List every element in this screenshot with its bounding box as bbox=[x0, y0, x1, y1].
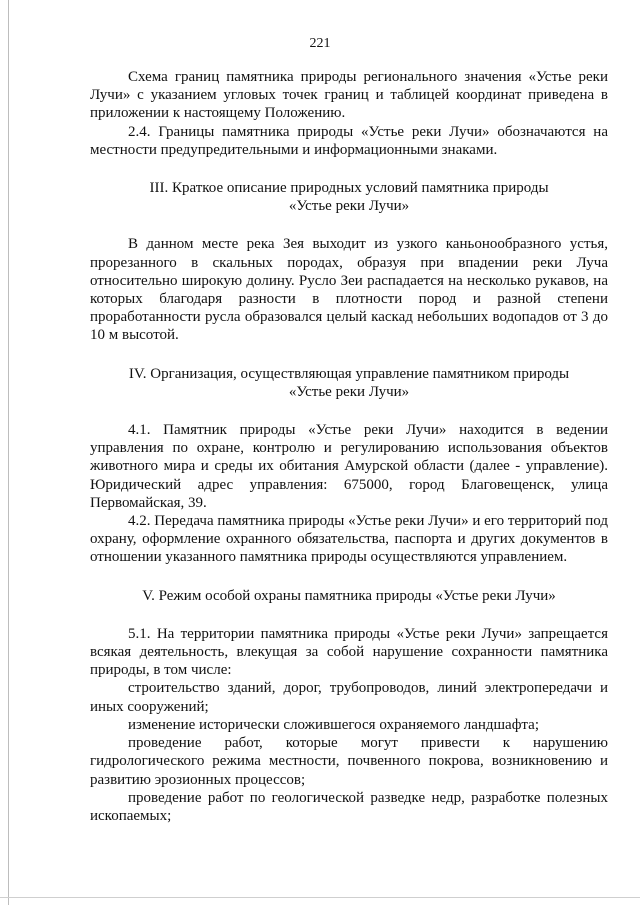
page-number: 221 bbox=[309, 36, 331, 51]
section-4-heading-line1: IV. Организация, осуществляющая управление памятником природы bbox=[128, 365, 570, 382]
paragraph-5-1: 5.1. На территории памятника природы «Устье реки Лучи» запрещается всякая деятельность, влекущая за собой нарушение сохранности памятника природы, в том числе: bbox=[90, 625, 608, 679]
list-item-landscape: изменение исторически сложившегося охраняемого ландшафта; bbox=[128, 716, 539, 733]
paragraph-4-2: 4.2. Передача памятника природы «Устье реки Лучи» и его территорий под охрану, оформление охранного обязательства, паспорта и других документов в отношении указанного памятника природы осуществляются управлением. bbox=[90, 513, 608, 566]
list-item-construction: строительство зданий, дорог, трубопроводов, линий электропередачи и иных сооружений; bbox=[90, 680, 608, 715]
paragraph-description: В данном месте река Зея выходит из узкого каньонообразного устья, прорезанного в скальных породах, образуя при впадении реки Луча относительно широкую долину. Русло Зеи распадается на несколько рукавов, на которых благодаря разности в плотности пород и разной степени проработанности русла образовался целый каскад небольших водопадов от 3 до 10 м высотой. bbox=[90, 236, 608, 344]
section-3-heading-line1: III. Краткое описание природных условий памятника природы bbox=[149, 180, 549, 197]
section-3-heading-line2: «Устье реки Лучи» bbox=[288, 198, 410, 215]
paragraph-4-1: 4.1. Памятник природы «Устье реки Лучи» находится в ведении управления по охране, контролю и регулированию использования объектов животного мира и среды их обитания Амурской области (далее - управление). Юридический адрес управления: 675000, город Благовещенск, улица Первомайская, 39. bbox=[90, 422, 608, 511]
list-item-geology: проведение работ по геологической разведке недр, разработке полезных ископаемых; bbox=[90, 789, 608, 824]
document-body bbox=[90, 68, 608, 825]
paragraph-scheme: Схема границ памятника природы регионального значения «Устье реки Лучи» с указанием угловых точек границ и таблицей координат приведена в приложении к настоящему Положению. bbox=[90, 69, 608, 122]
section-4-heading-line2: «Устье реки Лучи» bbox=[288, 383, 410, 400]
paragraph-2-4: 2.4. Границы памятника природы «Устье реки Лучи» обозначаются на местности предупредительными и информационными знаками. bbox=[90, 123, 608, 158]
section-5-heading: V. Режим особой охраны памятника природы «Устье реки Лучи» bbox=[142, 587, 556, 604]
list-item-hydrology: проведение работ, которые могут привести к нарушению гидрологического режима местности, почвенного покрова, возникновению и развитию эрозионных процессов; bbox=[90, 735, 608, 788]
scan-left-edge bbox=[8, 0, 9, 905]
scan-bottom-edge bbox=[0, 897, 640, 898]
